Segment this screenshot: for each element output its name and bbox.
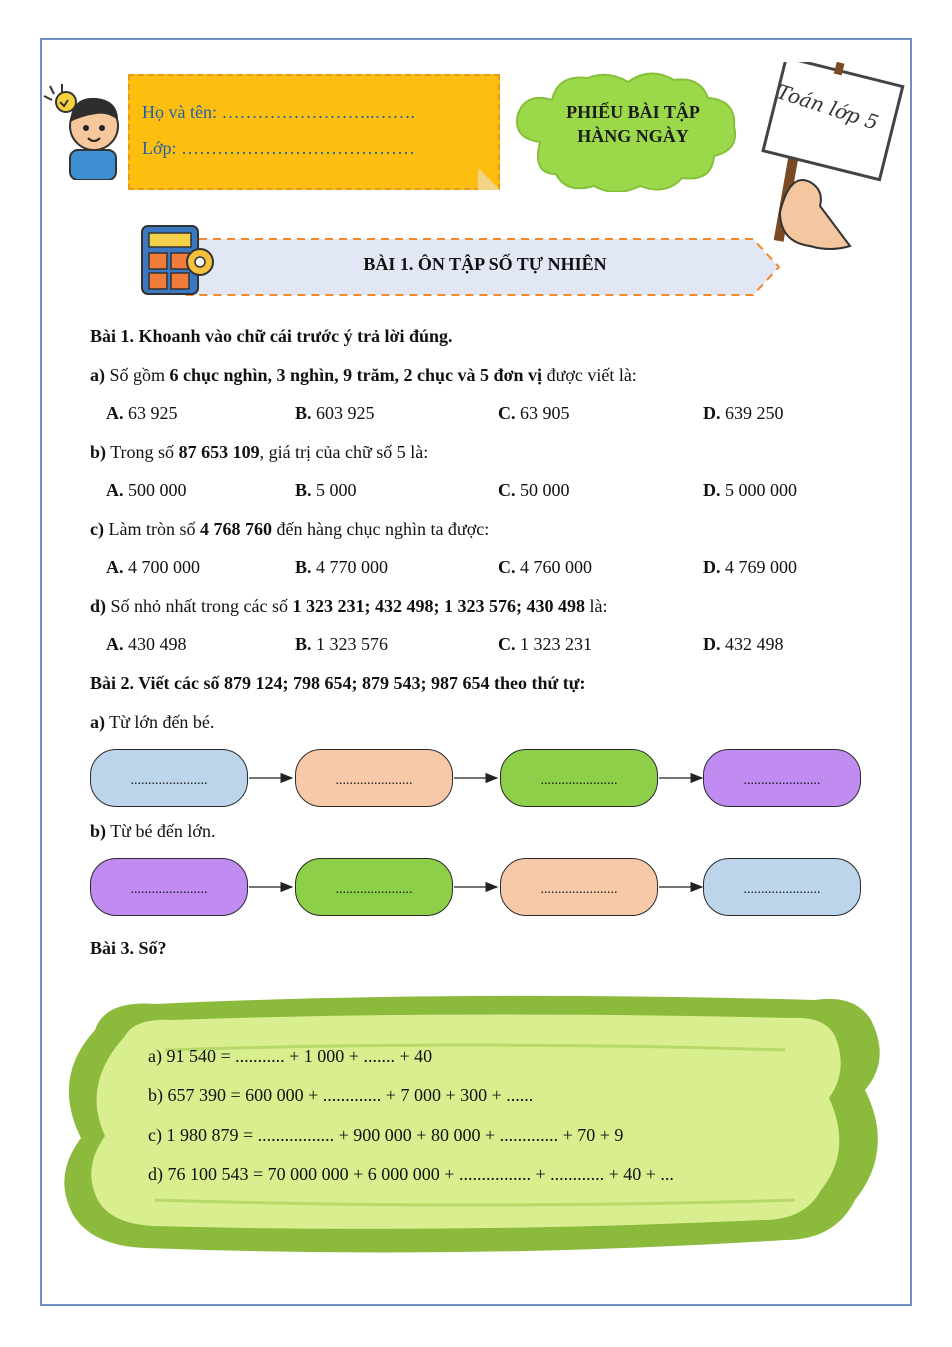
student-info-box [128,74,500,190]
exercise-1-title: Bài 1. Khoanh vào chữ cái trước ý trả lời đúng. [90,326,453,346]
class-line[interactable]: Lớp: ………………………………… [142,138,416,158]
name-line[interactable]: Họ và tên: ……………………..……. [142,102,415,122]
exercise-3-line-d[interactable]: d) 76 100 543 = 70 000 000 + 6 000 000 + ................ + ............ + 40 + ... [148,1164,674,1184]
question-label: c) [90,519,104,539]
exercise-3-line-a[interactable]: a) 91 540 = ........... + 1 000 + ....... + 40 [148,1046,433,1066]
worksheet-title-line-2: HÀNG NGÀY [577,126,689,146]
sign-text: Toán lớp 5 [773,79,882,135]
option-a[interactable]: A. 430 498 [106,634,187,654]
exercise-3-title: Bài 3. Số? [90,938,167,958]
question-emphasis: 4 768 760 [199,519,272,539]
option-a[interactable]: A. 4 700 000 [106,557,200,577]
question-label: b) [90,442,107,462]
question-text: Trong số [106,442,179,462]
question-text: là: [584,596,608,616]
answer-box-b-2[interactable]: ...................... [295,858,453,916]
answer-box-b-3[interactable]: ...................... [500,858,658,916]
answer-box-a-2[interactable]: ...................... [295,749,453,807]
answer-box-a-1[interactable]: ...................... [90,749,248,807]
answer-box-b-1[interactable]: ...................... [90,858,248,916]
order-arrows [0,0,1,1]
option-c[interactable]: C. 63 905 [498,403,570,423]
option-c[interactable]: C. 1 323 231 [498,634,592,654]
answer-box-a-3[interactable]: ...................... [500,749,658,807]
option-d[interactable]: D. 432 498 [703,634,784,654]
question-emphasis: 87 653 109 [178,442,260,462]
question-text: đến hàng chục nghìn ta được: [271,519,490,539]
option-b[interactable]: B. 4 770 000 [295,557,389,577]
question-text: được viết là: [542,365,637,385]
question-text: Làm tròn số [103,519,200,539]
exercise-2a-instruction: a) Từ lớn đến bé. [90,712,215,732]
lesson-title: BÀI 1. ÔN TẬP SỐ TỰ NHIÊN [363,254,607,274]
option-d[interactable]: D. 639 250 [703,403,784,423]
option-b[interactable]: B. 5 000 [295,480,357,500]
student-lightbulb-icon [40,84,132,180]
worksheet-title [515,100,751,148]
exercise-2-title: Bài 2. Viết các số 879 124; 798 654; 879 543; 987 654 theo thứ tự: [90,673,586,693]
option-c[interactable]: C. 4 760 000 [498,557,592,577]
question-text: , giá trị của chữ số 5 là: [259,442,429,462]
exercise-3-line-c[interactable]: c) 1 980 879 = ................. + 900 000 + 80 000 + ............. + 70 + 9 [148,1125,624,1145]
exercise-2b-instruction: b) Từ bé đến lớn. [90,821,216,841]
option-a[interactable]: A. 63 925 [106,403,178,423]
answer-box-a-4[interactable]: ...................... [703,749,861,807]
question-text: Số gồm [105,365,170,385]
question-label: d) [90,596,107,616]
option-d[interactable]: D. 5 000 000 [703,480,797,500]
answer-box-b-4[interactable]: ...................... [703,858,861,916]
question-emphasis: 6 chục nghìn, 3 nghìn, 9 trăm, 2 chục và 5 đơn vị [169,365,543,385]
option-a[interactable]: A. 500 000 [106,480,187,500]
question-label: a) [90,365,105,385]
exercise-3-line-b[interactable]: b) 657 390 = 600 000 + ............. + 7 000 + 300 + ...... [148,1085,534,1105]
worksheet-title-line-1: PHIẾU BÀI TẬP [566,102,700,122]
option-b[interactable]: B. 1 323 576 [295,634,389,654]
question-text: Số nhỏ nhất trong các số [106,596,293,616]
page-fold-icon [478,168,500,190]
option-d[interactable]: D. 4 769 000 [703,557,797,577]
option-b[interactable]: B. 603 925 [295,403,375,423]
option-c[interactable]: C. 50 000 [498,480,570,500]
question-emphasis: 1 323 231; 432 498; 1 323 576; 430 498 [292,596,585,616]
